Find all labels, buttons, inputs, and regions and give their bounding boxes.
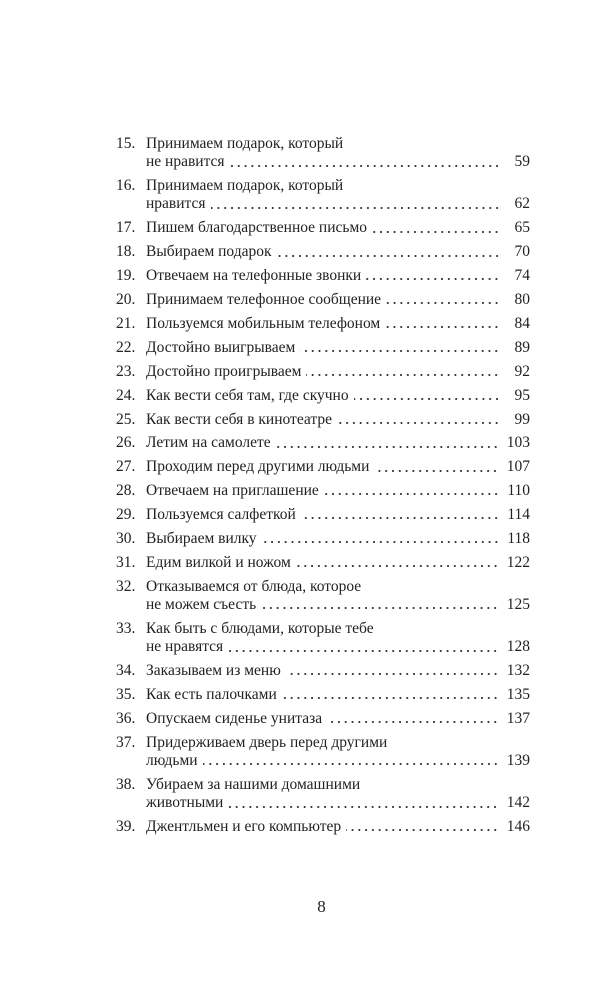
- entry-title: Отвечаем на телефонные звонки: [146, 267, 362, 285]
- entry-title: Принимаем подарок, который: [146, 177, 344, 195]
- dot-leader: [296, 564, 499, 568]
- entry-title: Как есть палочками: [146, 686, 277, 703]
- toc-entry: [116, 458, 530, 476]
- dot-leader: [324, 492, 500, 496]
- entry-title: людьми: [146, 752, 198, 770]
- entry-title: Принимаем подарок, который: [146, 135, 344, 152]
- entry-title: Достойно проигрываем: [146, 362, 302, 380]
- entry-number: 27.: [116, 458, 136, 476]
- entry-title: Выбираем подарок: [146, 243, 272, 261]
- entry-title: животными: [146, 794, 224, 812]
- entry-page-number: 132: [506, 662, 530, 680]
- entry-title-line: [146, 267, 530, 285]
- toc-entry: [116, 363, 530, 381]
- entry-title-line: [146, 135, 530, 153]
- entry-title-line: [146, 315, 530, 333]
- dot-leader: [337, 421, 500, 425]
- entry-title-line: [146, 411, 530, 429]
- entry-number: 37.: [116, 733, 136, 751]
- toc-entry: [116, 620, 530, 657]
- entry-title: Джентльмен и его компьютер: [146, 818, 342, 836]
- entry-title: не нравится: [146, 153, 225, 171]
- entry-title: не можем съесть: [146, 596, 257, 614]
- entry-page-number: 59: [514, 153, 530, 171]
- toc-entry: [116, 291, 530, 309]
- entry-title: Заказываем из меню: [146, 662, 281, 680]
- entry-page-number: 142: [506, 794, 530, 812]
- entry-title: Как вести себя там, где скучно: [146, 386, 349, 404]
- entry-page-number: 125: [506, 596, 530, 614]
- entry-page-number: 114: [507, 506, 530, 524]
- entry-page-number: 84: [514, 314, 530, 332]
- entry-page-number: 99: [514, 410, 530, 428]
- entry-number: 32.: [116, 577, 136, 595]
- toc-entry: [116, 315, 530, 333]
- entry-title: не нравятся: [146, 638, 224, 656]
- entry-title-line: [146, 482, 530, 500]
- entry-page-number: 95: [514, 386, 530, 404]
- dot-leader: [261, 606, 499, 610]
- toc-entry: [116, 776, 530, 813]
- dot-leader: [203, 762, 499, 766]
- toc-entry: [116, 686, 530, 704]
- entry-title-line: [146, 363, 530, 381]
- entry-number: 31.: [116, 553, 136, 571]
- table-of-contents: [116, 135, 530, 842]
- entry-number: 19.: [116, 267, 136, 285]
- entry-page-number: 89: [514, 338, 530, 356]
- dot-leader: [262, 540, 500, 544]
- entry-number: 35.: [116, 686, 136, 703]
- dot-leader: [228, 649, 499, 653]
- entry-title-line: [146, 291, 530, 309]
- dot-leader: [372, 230, 500, 234]
- dot-leader: [230, 164, 500, 168]
- entry-page-number: 80: [514, 291, 530, 309]
- entry-number: 15.: [116, 135, 136, 152]
- entry-title-line: [146, 776, 530, 794]
- dot-leader: [286, 672, 499, 676]
- entry-title-line: [146, 387, 530, 405]
- entry-number: 29.: [116, 506, 136, 524]
- entry-number: 28.: [116, 482, 136, 500]
- toc-entry: [116, 219, 530, 237]
- entry-number: 20.: [116, 291, 136, 309]
- dot-leader: [354, 397, 500, 401]
- entry-title-line: [146, 219, 530, 237]
- entry-title-line: [146, 620, 530, 638]
- toc-entry: [116, 387, 530, 405]
- dot-leader: [301, 516, 500, 520]
- toc-entry: [116, 710, 530, 728]
- entry-title: Проходим перед другими людьми: [146, 458, 370, 476]
- entry-title-line: [146, 153, 530, 171]
- entry-title: Опускаем сиденье унитаза: [146, 709, 323, 727]
- entry-title: Пишем благодарственное письмо: [146, 219, 368, 237]
- dot-leader: [374, 469, 498, 473]
- toc-entry: [116, 662, 530, 680]
- toc-entry: [116, 554, 530, 572]
- entry-page-number: 70: [514, 243, 530, 261]
- entry-title: Едим вилкой и ножом: [146, 553, 291, 571]
- entry-page-number: 65: [514, 219, 530, 237]
- entry-title-line: [146, 458, 530, 476]
- dot-leader: [327, 720, 499, 724]
- page-number: 8: [317, 897, 326, 916]
- entry-title-line: [146, 818, 530, 836]
- entry-number: 34.: [116, 662, 136, 680]
- toc-entry: [116, 434, 530, 452]
- entry-number: 38.: [116, 775, 136, 793]
- entry-title-line: [146, 662, 530, 680]
- toc-entry: [116, 177, 530, 214]
- toc-entry: [116, 734, 530, 771]
- entry-title-line: [146, 686, 530, 704]
- entry-title-line: [146, 710, 530, 728]
- toc-entry: [116, 243, 530, 261]
- entry-title-line: [146, 578, 530, 596]
- entry-page-number: 92: [514, 362, 530, 380]
- entry-number: 39.: [116, 818, 136, 836]
- entry-title-line: [146, 638, 530, 656]
- toc-entry: [116, 818, 530, 836]
- entry-title-line: [146, 596, 530, 614]
- toc-entry: [116, 267, 530, 285]
- entry-title-line: [146, 506, 530, 524]
- entry-title-line: [146, 339, 530, 357]
- toc-entry: [116, 411, 530, 429]
- entry-page-number: 137: [506, 709, 530, 727]
- entry-title-line: [146, 243, 530, 261]
- entry-title-line: [146, 530, 530, 548]
- entry-title: Отказываемся от блюда, которое: [146, 577, 362, 595]
- entry-page-number: 110: [507, 482, 530, 500]
- entry-page-number: 146: [506, 818, 530, 836]
- entry-number: 22.: [116, 338, 136, 356]
- entry-number: 17.: [116, 219, 136, 237]
- toc-entry: [116, 339, 530, 357]
- dot-leader: [385, 325, 500, 329]
- entry-title: Пользуемся салфеткой: [146, 506, 296, 524]
- dot-leader: [300, 349, 500, 353]
- entry-page-number: 74: [514, 267, 530, 285]
- toc-entry: [116, 530, 530, 548]
- entry-page-number: 103: [506, 434, 530, 452]
- dot-leader: [276, 445, 499, 449]
- entry-title-line: [146, 734, 530, 752]
- dot-leader: [346, 828, 499, 832]
- entry-number: 18.: [116, 243, 136, 261]
- entry-number: 26.: [116, 434, 136, 452]
- dot-leader: [228, 805, 498, 809]
- entry-number: 21.: [116, 314, 136, 332]
- entry-title: нравится: [146, 195, 206, 213]
- entry-title: Достойно выигрываем: [146, 338, 296, 356]
- dot-leader: [211, 206, 500, 210]
- entry-title: Летим на самолете: [146, 434, 271, 452]
- entry-number: 25.: [116, 410, 136, 428]
- entry-title-line: [146, 195, 530, 213]
- entry-title: Пользуемся мобильным телефоном: [146, 314, 381, 332]
- dot-leader: [366, 277, 500, 281]
- entry-page-number: 62: [514, 195, 530, 213]
- entry-title-line: [146, 554, 530, 572]
- entry-title: Отвечаем на приглашение: [146, 482, 319, 500]
- entry-title: Выбираем вилку: [146, 529, 257, 547]
- entry-number: 23.: [116, 362, 136, 380]
- entry-number: 33.: [116, 619, 136, 637]
- entry-page-number: 128: [506, 638, 530, 656]
- entry-number: 30.: [116, 529, 136, 547]
- entry-number: 16.: [116, 177, 136, 195]
- entry-title: Придерживаем дверь перед другими: [146, 733, 388, 751]
- entry-title-line: [146, 434, 530, 452]
- entry-title: Как быть с блюдами, которые тебе: [146, 619, 374, 637]
- entry-page-number: 118: [507, 529, 530, 547]
- entry-page-number: 139: [506, 752, 530, 770]
- entry-page-number: 135: [506, 686, 530, 703]
- entry-title: Как вести себя в кинотеатре: [146, 410, 332, 428]
- dot-leader: [386, 301, 500, 305]
- toc-entry: [116, 482, 530, 500]
- dot-leader: [306, 373, 500, 377]
- entry-title-line: [146, 752, 530, 770]
- dot-leader: [277, 254, 500, 258]
- toc-entry: [116, 578, 530, 615]
- entry-title-line: [146, 794, 530, 812]
- entry-number: 36.: [116, 709, 136, 727]
- entry-title: Принимаем телефонное сообщение: [146, 291, 382, 309]
- entry-title-line: [146, 177, 530, 195]
- toc-entry: [116, 506, 530, 524]
- entry-page-number: 122: [506, 553, 530, 571]
- entry-title: Убираем за нашими домашними: [146, 775, 361, 793]
- dot-leader: [282, 696, 499, 700]
- entry-page-number: 107: [506, 458, 530, 476]
- entry-number: 24.: [116, 386, 136, 404]
- toc-entry: [116, 135, 530, 172]
